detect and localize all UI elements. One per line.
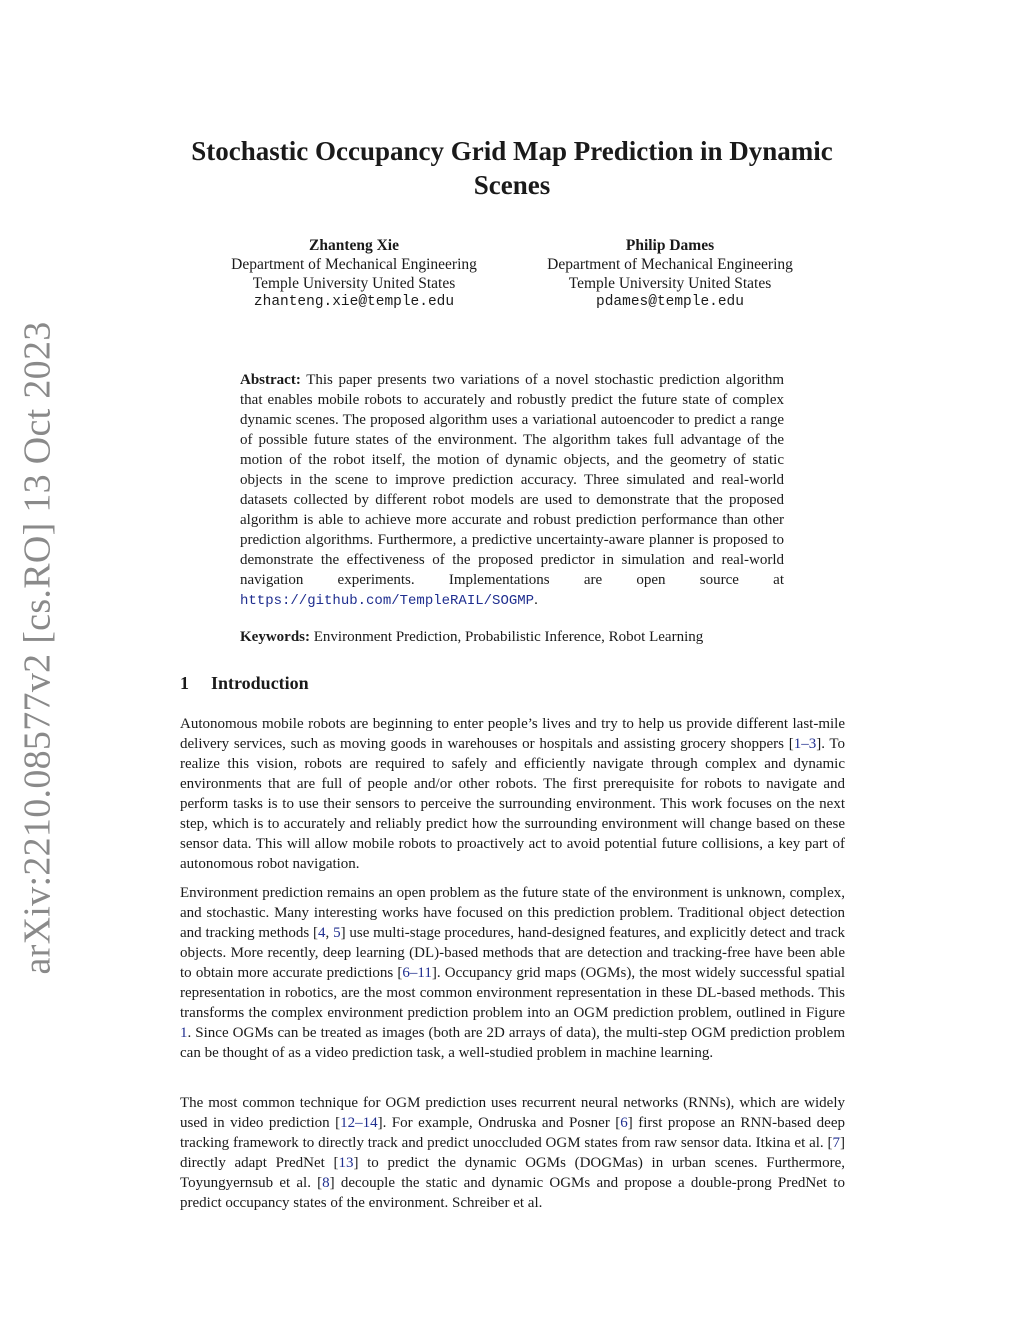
keywords-label: Keywords: bbox=[240, 629, 310, 645]
citation-link[interactable]: 6–11 bbox=[402, 965, 432, 981]
figure-reference-link[interactable]: 1 bbox=[180, 1025, 188, 1041]
author-university: Temple University United States bbox=[252, 275, 456, 292]
keywords-text: Environment Prediction, Probabilistic Inference, Robot Learning bbox=[313, 629, 704, 645]
abstract-end: . bbox=[534, 592, 538, 608]
section-number: 1 bbox=[180, 673, 189, 693]
author-email[interactable]: pdames@temple.edu bbox=[596, 294, 744, 310]
citation-link[interactable]: 6 bbox=[620, 1115, 628, 1131]
arxiv-identifier-text: arXiv:2210.08577v2 [cs.RO] 13 Oct 2023 bbox=[17, 321, 60, 975]
paper-title: Stochastic Occupancy Grid Map Prediction in Dynamic Scenes bbox=[191, 136, 833, 200]
author-department: Department of Mechanical Engineering bbox=[547, 256, 793, 273]
author-university: Temple University United States bbox=[568, 275, 772, 292]
citation-link[interactable]: 4 bbox=[318, 925, 326, 941]
abstract bbox=[240, 370, 784, 611]
citation-link[interactable]: 1–3 bbox=[793, 736, 817, 752]
author-name: Zhanteng Xie bbox=[309, 237, 399, 254]
intro-paragraph-1: Autonomous mobile robots are beginning to enter people’s lives and try to help us provide different last-mile delivery services, such as moving goods in warehouses or hospitals and assisting grocery shoppers [1–3]. To realize this vision, robots are required to safely and efficiently navigate through complex and dynamic environments that are full of people and/or other robots. The first prerequisite for robots to navigate and perform tasks is to use their sensors to perceive the surrounding environment. This work focuses on the next step, which is to accurately and reliably predict how the surrounding environment will change based on these sensor data. This will allow mobile robots to proactively act to avoid potential future collisions, a key part of autonomous robot navigation. bbox=[180, 716, 845, 872]
author-email[interactable]: zhanteng.xie@temple.edu bbox=[253, 294, 455, 310]
intro-paragraph-2: Environment prediction remains an open problem as the future state of the environment is unknown, complex, and stochastic. Many interesting works have focused on this prediction problem. Traditional object detection and tracking methods [4, 5] use multi-stage procedures, hand-designed features, and explicitly detect and track objects. More recently, deep learning (DL)-based methods that are detection and tracking-free have been able to obtain more accurate predictions [6–11]. Occupancy grid maps (OGMs), the most widely successful spatial representation in robotics, are the most common environment representation in these DL-based methods. This transforms the complex environment prediction problem into an OGM prediction problem, outlined in Figure 1. Since OGMs can be treated as images (both are 2D arrays of data), the multi-step OGM prediction problem can be thought of as a video prediction task, a well-studied problem in machine learning. bbox=[180, 885, 845, 1061]
intro-paragraph-3: The most common technique for OGM prediction uses recurrent neural networks (RNNs), which are widely used in video prediction [12–14]. For example, Ondruska and Posner [6] first propose an RNN-based deep tracking framework to directly track and predict unoccluded OGM states from raw sensor data. Itkina et al. [7] directly adapt PredNet [13] to predict the dynamic OGMs (DOGMas) in urban scenes. Furthermore, Toyungyernsub et al. [8] decouple the static and dynamic OGMs and propose a double-prong PredNet to predict occupancy states of the environment. Schreiber et al. bbox=[180, 1095, 846, 1211]
arxiv-identifier-stamp bbox=[2, 321, 74, 975]
abstract-text: This paper presents two variations of a novel stochastic prediction algorithm that enables mobile robots to accurately and robustly predict the future state of complex dynamic scenes. The proposed algorithm uses a variational autoencoder to predict a range of possible future states of the environment. The algorithm takes full advantage of the motion of the robot itself, the motion of dynamic objects, and the geometry of static objects in the scene to improve prediction accuracy. Three simulated and real-world datasets collected by different robot models are used to demonstrate that the proposed algorithm is able to achieve more accurate and robust prediction performance than other prediction algorithms. Furthermore, a predictive uncertainty-aware planner is proposed to demonstrate the effectiveness of the proposed predictor in simulation and real-world navigation experiments. Implementations are open source at bbox=[240, 372, 784, 588]
section-heading-introduction bbox=[180, 672, 309, 694]
author-block-1 bbox=[204, 236, 504, 312]
citation-link[interactable]: 5 bbox=[333, 925, 341, 941]
author-name: Philip Dames bbox=[625, 237, 715, 254]
code-repository-link[interactable]: https://github.com/TempleRAIL/SOGMP bbox=[240, 593, 535, 609]
keywords bbox=[240, 627, 800, 647]
section-title: Introduction bbox=[211, 673, 309, 693]
citation-link[interactable]: 8 bbox=[322, 1175, 330, 1191]
citation-link[interactable]: 12–14 bbox=[340, 1115, 378, 1131]
abstract-label: Abstract: bbox=[240, 372, 301, 388]
author-block-2 bbox=[520, 236, 820, 312]
author-department: Department of Mechanical Engineering bbox=[231, 256, 477, 273]
citation-link[interactable]: 13 bbox=[338, 1155, 354, 1171]
citation-link[interactable]: 7 bbox=[832, 1135, 840, 1151]
